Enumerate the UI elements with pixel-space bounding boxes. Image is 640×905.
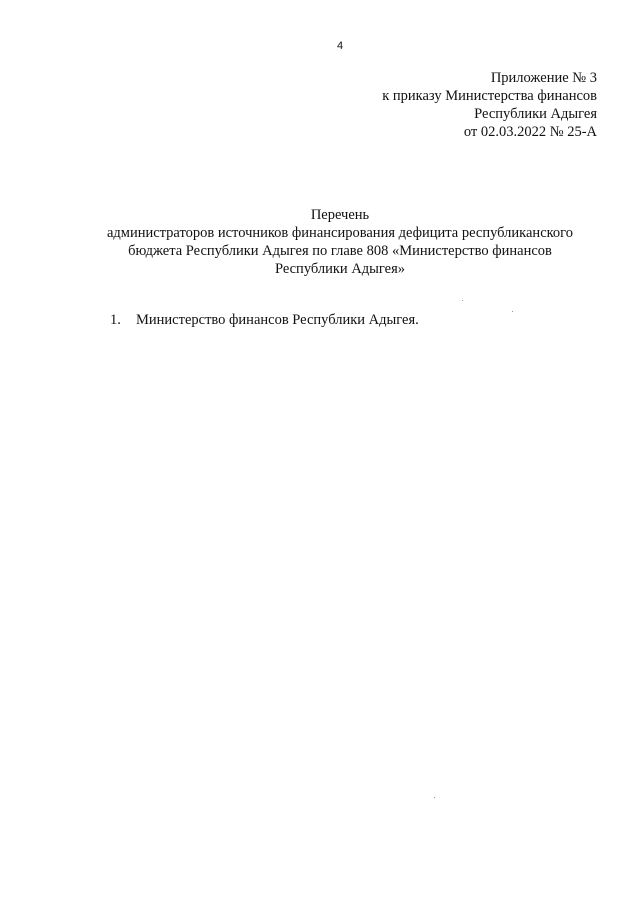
scan-speck [462, 300, 463, 301]
title-line: Республики Адыгея» [274, 261, 406, 277]
title-line: бюджета Республики Адыгея по главе 808 «Министерство финансов [128, 243, 552, 259]
appendix-line: Республики Адыгея [474, 106, 597, 122]
scan-speck [434, 797, 435, 798]
title-heading: Перечень [310, 207, 370, 223]
list-item [0, 311, 640, 329]
appendix-line: от 02.03.2022 № 25-А [463, 124, 597, 140]
appendix-line: к приказу Министерства финансов [382, 88, 597, 104]
page-number: 4 [336, 40, 344, 52]
document-title [60, 206, 620, 278]
appendix-line: Приложение № 3 [490, 70, 597, 86]
appendix-block [382, 69, 597, 141]
list-item-text: Министерство финансов Республики Адыгея. [136, 312, 419, 328]
administrators-list [0, 311, 640, 329]
scan-speck [512, 311, 513, 312]
list-item-number: 1. [110, 312, 121, 328]
title-line: администраторов источников финансирования дефицита республиканского [106, 225, 574, 241]
